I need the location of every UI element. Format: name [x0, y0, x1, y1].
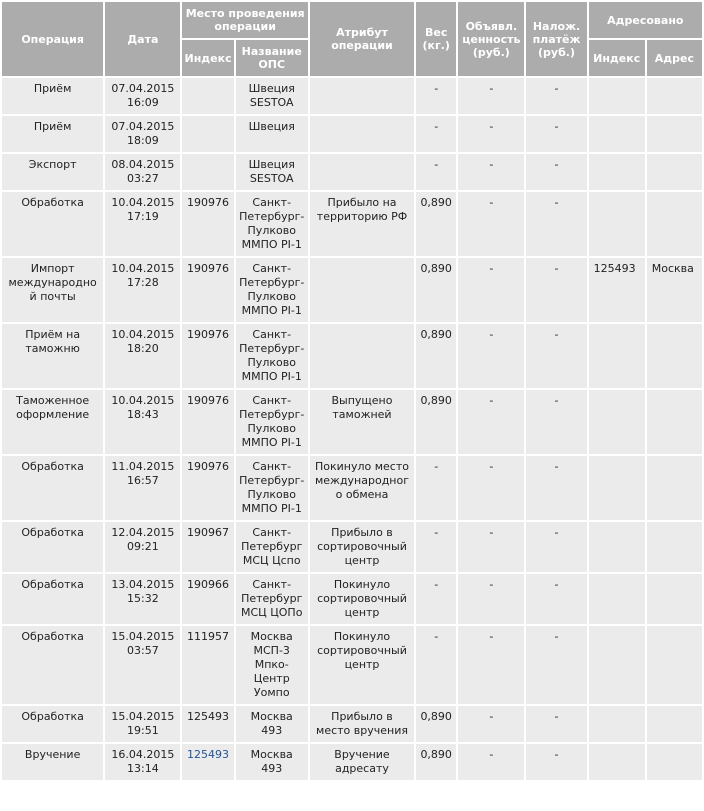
operation-cell: Обработка [2, 192, 103, 256]
cod-cell: - [526, 258, 586, 322]
table-row [2, 154, 702, 190]
addr-address-cell [647, 744, 702, 780]
table-row [2, 192, 702, 256]
table-row [2, 116, 702, 152]
addr-address-cell [647, 154, 702, 190]
attribute-cell [310, 154, 414, 190]
table-row [2, 744, 702, 780]
attribute-cell: Покинуло сортировочный центр [310, 626, 414, 704]
date-cell: 16.04.2015 13:14 [105, 744, 180, 780]
date-cell: 10.04.2015 18:20 [105, 324, 180, 388]
addr-address-cell [647, 522, 702, 572]
declared-value-cell: - [458, 116, 524, 152]
cod-cell: - [526, 626, 586, 704]
place-name-cell: Санкт-Петербург МСЦ Цспо [236, 522, 308, 572]
date-cell: 10.04.2015 17:19 [105, 192, 180, 256]
declared-value-cell: - [458, 456, 524, 520]
header-addressed: Адресовано [589, 2, 702, 38]
date-cell: 07.04.2015 16:09 [105, 78, 180, 114]
weight-cell: 0,890 [416, 192, 456, 256]
place-name-cell: Швеция [236, 116, 308, 152]
addr-address-cell [647, 456, 702, 520]
declared-value-cell: - [458, 706, 524, 742]
operation-cell: Обработка [2, 574, 103, 624]
cod-cell: - [526, 192, 586, 256]
place-name-cell: Санкт-Петербург-Пулково ММПО PI-1 [236, 390, 308, 454]
header-place: Место проведения операции [182, 2, 307, 38]
cod-cell: - [526, 78, 586, 114]
date-cell: 11.04.2015 16:57 [105, 456, 180, 520]
declared-value-cell: - [458, 154, 524, 190]
cod-cell: - [526, 522, 586, 572]
addr-address-cell [647, 192, 702, 256]
attribute-cell [310, 78, 414, 114]
attribute-cell [310, 116, 414, 152]
attribute-cell [310, 324, 414, 388]
declared-value-cell: - [458, 390, 524, 454]
addr-address-cell [647, 324, 702, 388]
operation-cell: Таможенное оформление [2, 390, 103, 454]
place-name-cell: Москва 493 [236, 706, 308, 742]
place-name-cell: Швеция SESTOA [236, 154, 308, 190]
table-row [2, 78, 702, 114]
addr-index-cell [589, 706, 645, 742]
table-header [2, 2, 702, 76]
header-place-name: Название ОПС [236, 40, 308, 76]
table-row [2, 258, 702, 322]
addr-index-cell [589, 744, 645, 780]
place-name-cell: Санкт-Петербург-Пулково ММПО PI-1 [236, 258, 308, 322]
place-name-cell: Швеция SESTOA [236, 78, 308, 114]
place-index-link[interactable]: 125493 [187, 748, 230, 761]
cod-cell: - [526, 574, 586, 624]
header-date: Дата [105, 2, 180, 76]
addr-address-cell [647, 626, 702, 704]
addr-index-cell [589, 192, 645, 256]
addr-address-cell [647, 116, 702, 152]
table-row [2, 522, 702, 572]
place-index-cell: 190966 [182, 574, 233, 624]
table-row [2, 574, 702, 624]
date-cell: 10.04.2015 18:43 [105, 390, 180, 454]
header-cod: Налож. платёж (руб.) [526, 2, 586, 76]
table-row [2, 626, 702, 704]
addr-index-cell: 125493 [589, 258, 645, 322]
table-row [2, 456, 702, 520]
cod-cell: - [526, 116, 586, 152]
operation-cell: Обработка [2, 456, 103, 520]
addr-index-cell [589, 456, 645, 520]
header-operation: Операция [2, 2, 103, 76]
place-index-cell: 111957 [182, 626, 233, 704]
weight-cell: - [416, 626, 456, 704]
place-index-cell: 190976 [182, 258, 233, 322]
place-name-cell: Москва МСП-3 Мпко-Центр Уомпо [236, 626, 308, 704]
attribute-cell: Выпущено таможней [310, 390, 414, 454]
operation-cell: Приём [2, 78, 103, 114]
addr-index-cell [589, 390, 645, 454]
place-index-cell [182, 744, 233, 780]
weight-cell: 0,890 [416, 324, 456, 388]
place-name-cell: Санкт-Петербург-Пулково ММПО PI-1 [236, 456, 308, 520]
header-declared-value: Объявл. ценность (руб.) [458, 2, 524, 76]
addr-index-cell [589, 574, 645, 624]
weight-cell: - [416, 574, 456, 624]
weight-cell: 0,890 [416, 390, 456, 454]
cod-cell: - [526, 390, 586, 454]
declared-value-cell: - [458, 324, 524, 388]
place-index-cell: 190976 [182, 390, 233, 454]
addr-index-cell [589, 78, 645, 114]
place-index-cell: 125493 [182, 706, 233, 742]
place-name-cell: Санкт-Петербург МСЦ ЦОПо [236, 574, 308, 624]
date-cell: 15.04.2015 03:57 [105, 626, 180, 704]
place-index-cell: 190967 [182, 522, 233, 572]
attribute-cell [310, 258, 414, 322]
weight-cell: - [416, 456, 456, 520]
declared-value-cell: - [458, 78, 524, 114]
addr-index-cell [589, 522, 645, 572]
attribute-cell: Прибыло в сортировочный центр [310, 522, 414, 572]
place-index-cell: 190976 [182, 456, 233, 520]
header-weight: Вес (кг.) [416, 2, 456, 76]
weight-cell: 0,890 [416, 744, 456, 780]
addr-address-cell [647, 78, 702, 114]
weight-cell: 0,890 [416, 706, 456, 742]
cod-cell: - [526, 744, 586, 780]
cod-cell: - [526, 324, 586, 388]
operation-cell: Вручение [2, 744, 103, 780]
attribute-cell: Покинуло сортировочный центр [310, 574, 414, 624]
place-name-cell: Санкт-Петербург-Пулково ММПО PI-1 [236, 324, 308, 388]
addr-address-cell [647, 390, 702, 454]
cod-cell: - [526, 154, 586, 190]
weight-cell: - [416, 78, 456, 114]
addr-index-cell [589, 324, 645, 388]
operation-cell: Приём [2, 116, 103, 152]
operation-cell: Экспорт [2, 154, 103, 190]
table-row [2, 706, 702, 742]
attribute-cell: Прибыло в место вручения [310, 706, 414, 742]
addr-index-cell [589, 116, 645, 152]
date-cell: 08.04.2015 03:27 [105, 154, 180, 190]
operation-cell: Приём на таможню [2, 324, 103, 388]
weight-cell: - [416, 522, 456, 572]
weight-cell: - [416, 154, 456, 190]
place-index-cell: 190976 [182, 192, 233, 256]
weight-cell: 0,890 [416, 258, 456, 322]
place-name-cell: Санкт-Петербург-Пулково ММПО PI-1 [236, 192, 308, 256]
date-cell: 10.04.2015 17:28 [105, 258, 180, 322]
place-index-cell [182, 78, 233, 114]
addr-address-cell: Москва [647, 258, 702, 322]
weight-cell: - [416, 116, 456, 152]
header-place-index: Индекс [182, 40, 233, 76]
declared-value-cell: - [458, 574, 524, 624]
header-addr-index: Индекс [589, 40, 645, 76]
place-index-cell: 190976 [182, 324, 233, 388]
table-row [2, 324, 702, 388]
declared-value-cell: - [458, 192, 524, 256]
declared-value-cell: - [458, 522, 524, 572]
cod-cell: - [526, 706, 586, 742]
declared-value-cell: - [458, 626, 524, 704]
date-cell: 15.04.2015 19:51 [105, 706, 180, 742]
date-cell: 07.04.2015 18:09 [105, 116, 180, 152]
attribute-cell: Прибыло на территорию РФ [310, 192, 414, 256]
addr-index-cell [589, 154, 645, 190]
date-cell: 13.04.2015 15:32 [105, 574, 180, 624]
place-index-cell [182, 116, 233, 152]
attribute-cell: Покинуло место международного обмена [310, 456, 414, 520]
operation-cell: Обработка [2, 522, 103, 572]
addr-address-cell [647, 574, 702, 624]
declared-value-cell: - [458, 744, 524, 780]
addr-address-cell [647, 706, 702, 742]
operation-cell: Импорт международной почты [2, 258, 103, 322]
table-body [2, 78, 702, 780]
operation-cell: Обработка [2, 706, 103, 742]
header-addr-address: Адрес [647, 40, 702, 76]
table-row [2, 390, 702, 454]
operation-cell: Обработка [2, 626, 103, 704]
date-cell: 12.04.2015 09:21 [105, 522, 180, 572]
cod-cell: - [526, 456, 586, 520]
place-name-cell: Москва 493 [236, 744, 308, 780]
place-index-cell [182, 154, 233, 190]
header-attribute: Атрибут операции [310, 2, 414, 76]
addr-index-cell [589, 626, 645, 704]
declared-value-cell: - [458, 258, 524, 322]
attribute-cell: Вручение адресату [310, 744, 414, 780]
